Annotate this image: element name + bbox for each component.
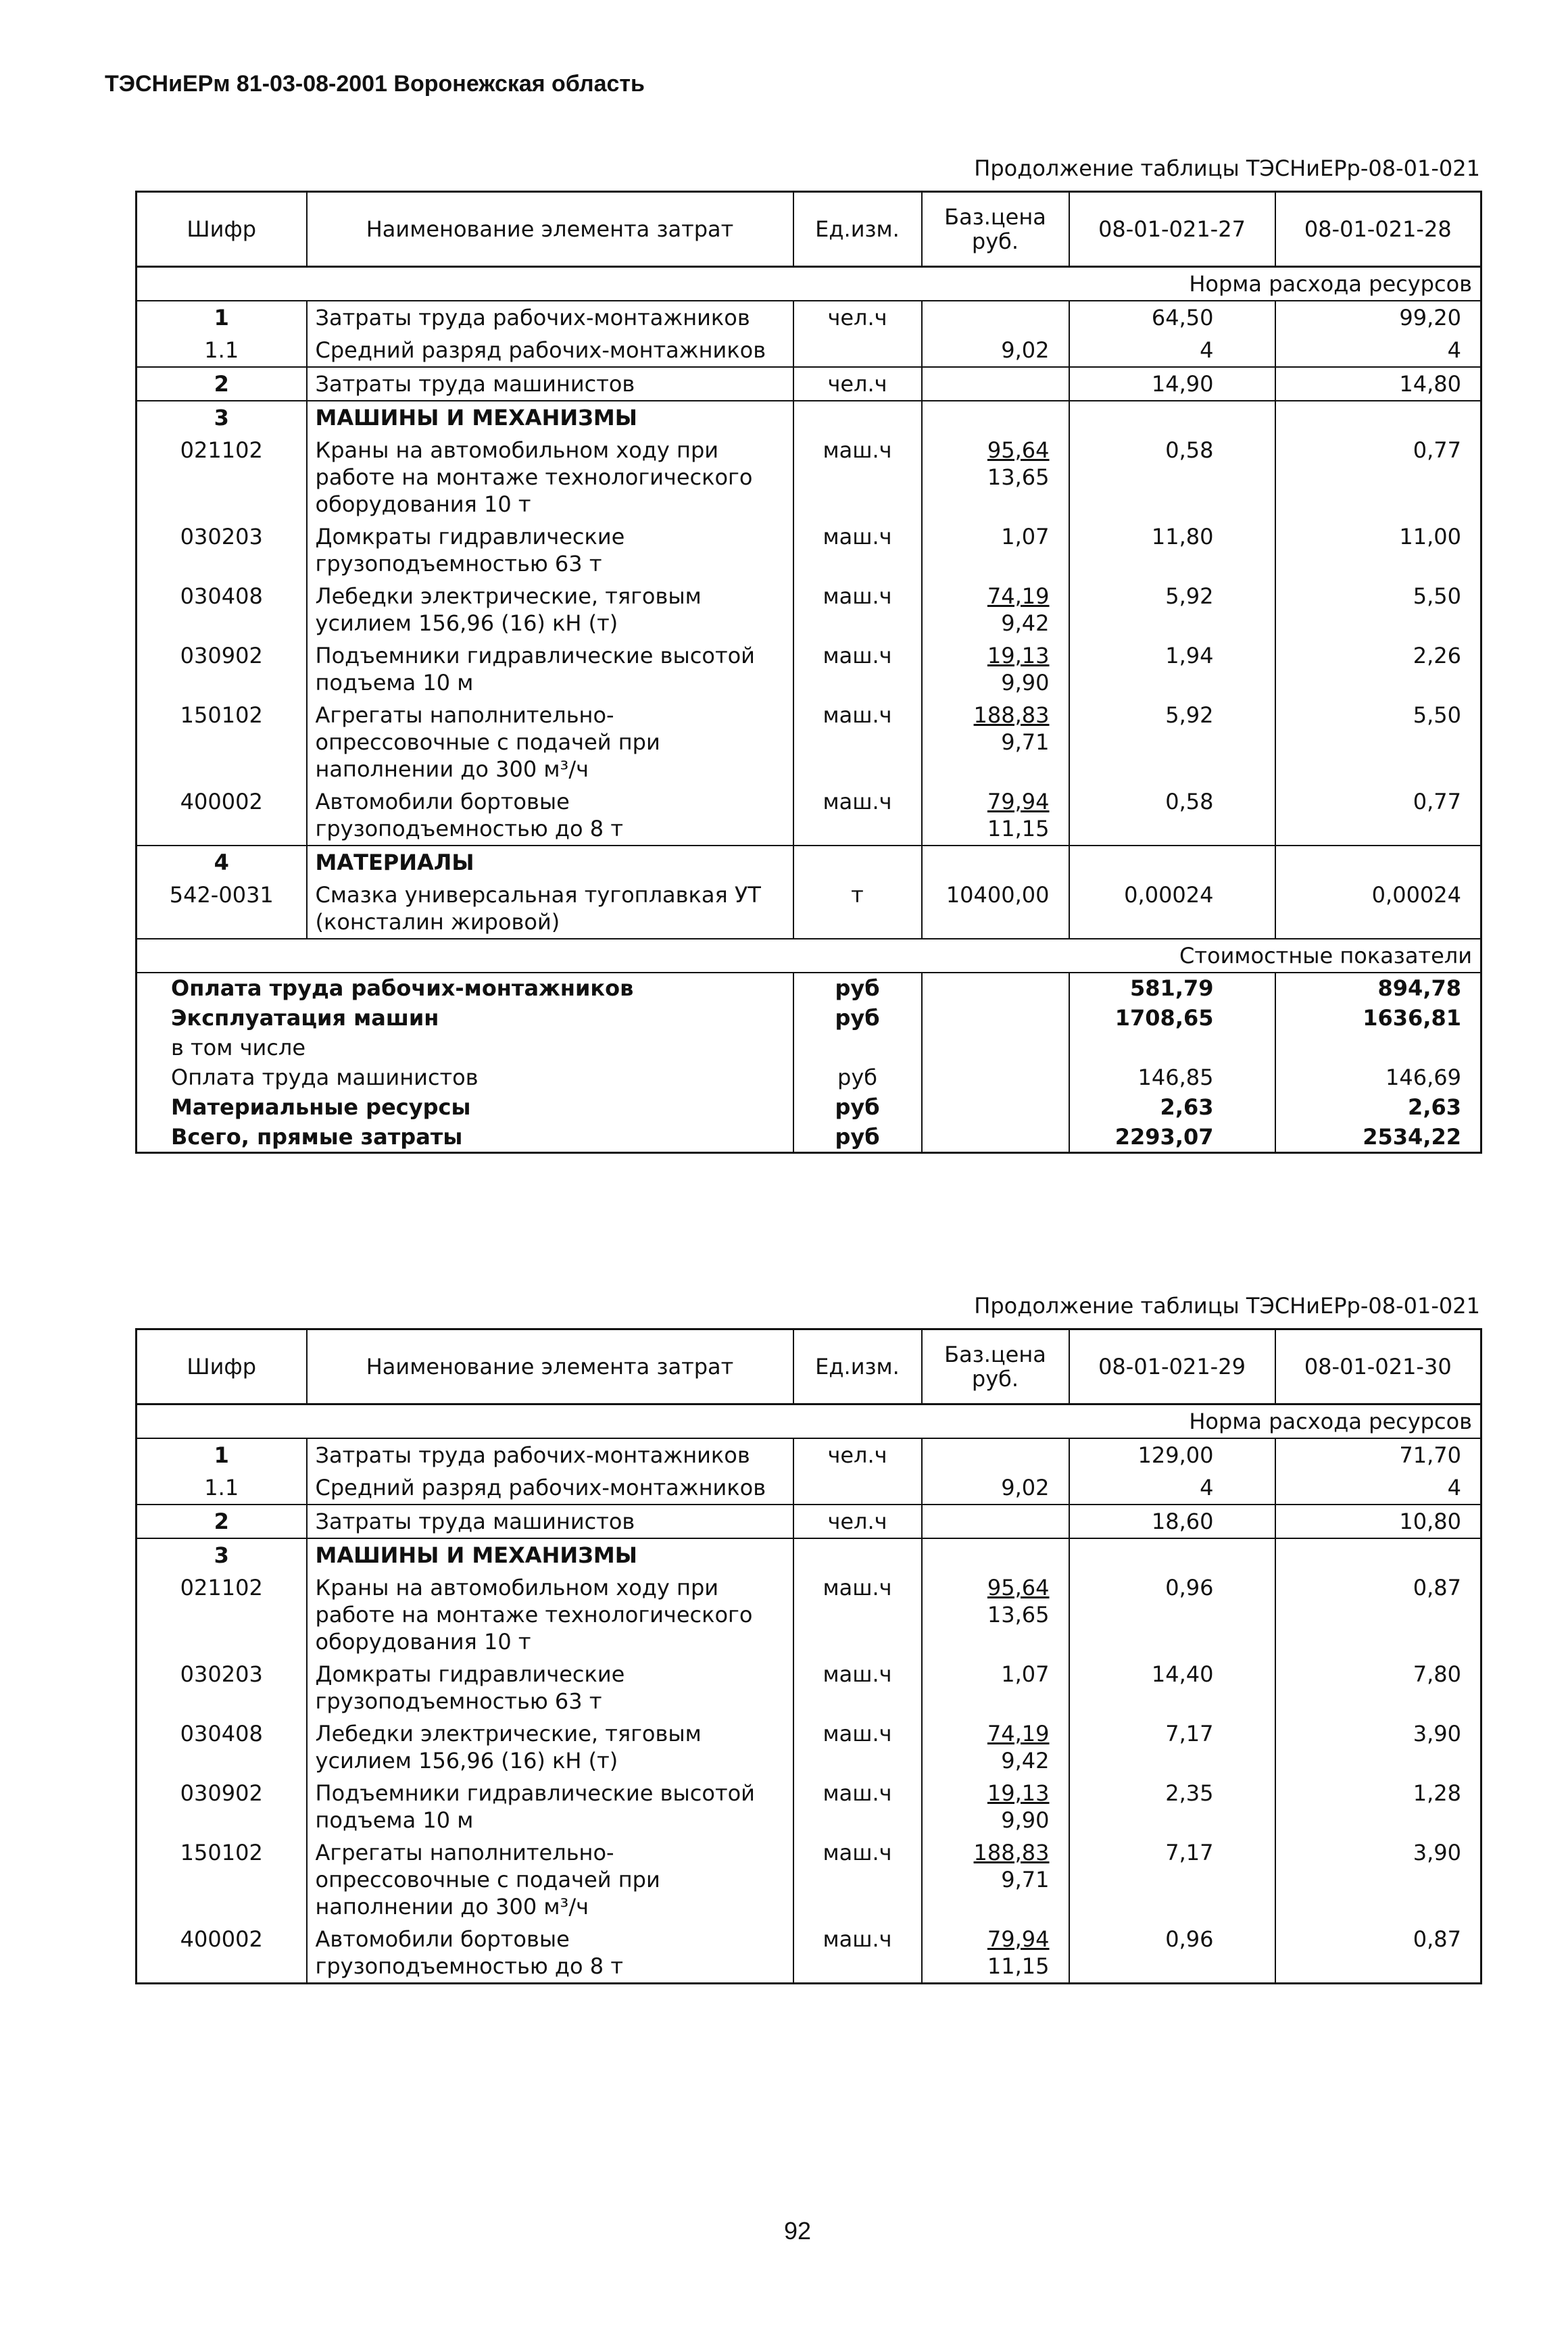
row-name: Агрегаты наполнительно-опрессовочные с подачей при наполнении до 300 м³/ч bbox=[307, 1836, 793, 1923]
row-price bbox=[922, 1717, 1069, 1777]
cost-value-2: 894,78 bbox=[1275, 973, 1481, 1003]
price-value: 79,94 bbox=[987, 1926, 1050, 1952]
row-code: 030902 bbox=[137, 1777, 307, 1836]
row-norm-1: 5,92 bbox=[1069, 580, 1275, 639]
row-name: Затраты труда машинистов bbox=[307, 1505, 793, 1538]
row-name: Подъемники гидравлические высотой подъема 10 м bbox=[307, 1777, 793, 1836]
table-row bbox=[137, 1505, 1481, 1538]
cost-value-1: 2,63 bbox=[1069, 1092, 1275, 1122]
table-row bbox=[137, 879, 1481, 939]
row-code: 030203 bbox=[137, 520, 307, 580]
row-unit: т bbox=[793, 879, 922, 939]
row-name: Подъемники гидравлические высотой подъема 10 м bbox=[307, 639, 793, 699]
row-price bbox=[922, 334, 1069, 367]
row-unit bbox=[793, 1471, 922, 1505]
cost-value-2: 2,63 bbox=[1275, 1092, 1481, 1122]
section-row-resources bbox=[137, 1404, 1481, 1439]
cost-unit: руб bbox=[793, 973, 922, 1003]
price-machinist-value: 9,42 bbox=[1001, 1748, 1050, 1774]
row-norm-2: 3,90 bbox=[1275, 1717, 1481, 1777]
cost-value-1: 146,85 bbox=[1069, 1062, 1275, 1092]
cost-price-empty bbox=[922, 1092, 1069, 1122]
section-row-resources bbox=[137, 267, 1481, 301]
cost-row bbox=[137, 973, 1481, 1003]
col-header-price: Баз.цена руб. bbox=[922, 1329, 1069, 1404]
table-caption: Продолжение таблицы ТЭСНиЕРр-08-01-021 bbox=[974, 1293, 1480, 1319]
row-norm-2: 3,90 bbox=[1275, 1836, 1481, 1923]
row-name: Автомобили бортовые грузоподъемностью до 8 т bbox=[307, 785, 793, 846]
cost-row bbox=[137, 1003, 1481, 1033]
row-unit: маш.ч bbox=[793, 1777, 922, 1836]
cost-name: Материальные ресурсы bbox=[137, 1092, 793, 1122]
price-value: 188,83 bbox=[973, 702, 1050, 728]
row-name: Автомобили бортовые грузоподъемностью до 8 т bbox=[307, 1923, 793, 1984]
table-row bbox=[137, 334, 1481, 367]
row-unit: маш.ч bbox=[793, 639, 922, 699]
row-norm-2: 1,28 bbox=[1275, 1777, 1481, 1836]
table-row bbox=[137, 401, 1481, 434]
row-price bbox=[922, 401, 1069, 434]
row-code: 2 bbox=[137, 367, 307, 401]
row-unit bbox=[793, 334, 922, 367]
col-header-unit: Ед.изм. bbox=[793, 1329, 922, 1404]
table-row bbox=[137, 520, 1481, 580]
price-machinist-value: 11,15 bbox=[987, 1953, 1050, 1979]
cost-value-1: 581,79 bbox=[1069, 973, 1275, 1003]
cost-name: Всего, прямые затраты bbox=[137, 1122, 793, 1153]
row-price bbox=[922, 639, 1069, 699]
col-header-name: Наименование элемента затрат bbox=[307, 192, 793, 267]
norms-table-1 bbox=[135, 155, 1480, 1154]
row-name: Лебедки электрические, тяговым усилием 156,96 (16) кН (т) bbox=[307, 1717, 793, 1777]
row-name: Затраты труда рабочих-монтажников bbox=[307, 301, 793, 334]
row-norm-1: 4 bbox=[1069, 1471, 1275, 1505]
row-price bbox=[922, 846, 1069, 879]
col-header-code: Шифр bbox=[137, 192, 307, 267]
row-norm-1: 2,35 bbox=[1069, 1777, 1275, 1836]
cost-value-2 bbox=[1275, 1033, 1481, 1062]
row-unit bbox=[793, 1538, 922, 1571]
row-norm-1 bbox=[1069, 1538, 1275, 1571]
row-unit: маш.ч bbox=[793, 1923, 922, 1984]
row-price bbox=[922, 1505, 1069, 1538]
row-norm-1 bbox=[1069, 846, 1275, 879]
page-number: 92 bbox=[784, 2217, 812, 2245]
table-row bbox=[137, 1836, 1481, 1923]
cost-price-empty bbox=[922, 1122, 1069, 1153]
cost-unit: руб bbox=[793, 1003, 922, 1033]
row-name: Затраты труда рабочих-монтажников bbox=[307, 1438, 793, 1471]
cost-name: Оплата труда рабочих-монтажников bbox=[137, 973, 793, 1003]
section-title: Стоимостные показатели bbox=[137, 939, 1481, 973]
row-price bbox=[922, 1777, 1069, 1836]
table-row bbox=[137, 1471, 1481, 1505]
row-norm-2 bbox=[1275, 1538, 1481, 1571]
row-price bbox=[922, 1471, 1069, 1505]
row-price bbox=[922, 301, 1069, 334]
cost-price-empty bbox=[922, 1033, 1069, 1062]
table-row bbox=[137, 639, 1481, 699]
price-value: 1,07 bbox=[1001, 524, 1050, 549]
row-norm-2: 14,80 bbox=[1275, 367, 1481, 401]
row-name: МАШИНЫ И МЕХАНИЗМЫ bbox=[307, 1538, 793, 1571]
row-code: 021102 bbox=[137, 1571, 307, 1658]
row-code: 021102 bbox=[137, 434, 307, 520]
row-code: 4 bbox=[137, 846, 307, 879]
cost-unit bbox=[793, 1033, 922, 1062]
cost-value-2: 2534,22 bbox=[1275, 1122, 1481, 1153]
row-norm-1: 14,90 bbox=[1069, 367, 1275, 401]
table-row bbox=[137, 1777, 1481, 1836]
cost-row bbox=[137, 1122, 1481, 1153]
row-unit: маш.ч bbox=[793, 434, 922, 520]
row-norm-1 bbox=[1069, 401, 1275, 434]
row-norm-1: 18,60 bbox=[1069, 1505, 1275, 1538]
row-price bbox=[922, 1658, 1069, 1717]
table-row bbox=[137, 1538, 1481, 1571]
table-row bbox=[137, 580, 1481, 639]
price-value: 74,19 bbox=[987, 1721, 1050, 1746]
row-name: Средний разряд рабочих-монтажников bbox=[307, 334, 793, 367]
row-name: МАШИНЫ И МЕХАНИЗМЫ bbox=[307, 401, 793, 434]
cost-value-1: 1708,65 bbox=[1069, 1003, 1275, 1033]
col-header-price: Баз.цена руб. bbox=[922, 192, 1069, 267]
price-value: 19,13 bbox=[987, 643, 1050, 668]
row-norm-2: 4 bbox=[1275, 334, 1481, 367]
row-price bbox=[922, 699, 1069, 785]
col-header-name: Наименование элемента затрат bbox=[307, 1329, 793, 1404]
row-code: 030408 bbox=[137, 580, 307, 639]
cost-name: Эксплуатация машин bbox=[137, 1003, 793, 1033]
col-header-norm-30: 08-01-021-30 bbox=[1275, 1329, 1481, 1404]
row-code: 030203 bbox=[137, 1658, 307, 1717]
table-row bbox=[137, 1717, 1481, 1777]
col-header-norm-27: 08-01-021-27 bbox=[1069, 192, 1275, 267]
table-row bbox=[137, 367, 1481, 401]
resource-table bbox=[135, 191, 1482, 1154]
row-name: Лебедки электрические, тяговым усилием 156,96 (16) кН (т) bbox=[307, 580, 793, 639]
row-name: Средний разряд рабочих-монтажников bbox=[307, 1471, 793, 1505]
table-row bbox=[137, 1658, 1481, 1717]
table-row bbox=[137, 785, 1481, 846]
row-name: Затраты труда машинистов bbox=[307, 367, 793, 401]
row-code: 1 bbox=[137, 1438, 307, 1471]
table-row bbox=[137, 301, 1481, 334]
price-machinist-value: 9,71 bbox=[1001, 1867, 1050, 1892]
row-norm-1: 4 bbox=[1069, 334, 1275, 367]
row-code: 030408 bbox=[137, 1717, 307, 1777]
row-code: 400002 bbox=[137, 785, 307, 846]
price-value: 9,02 bbox=[1001, 1475, 1050, 1500]
cost-value-2: 146,69 bbox=[1275, 1062, 1481, 1092]
row-norm-2: 99,20 bbox=[1275, 301, 1481, 334]
row-name: МАТЕРИАЛЫ bbox=[307, 846, 793, 879]
row-price bbox=[922, 580, 1069, 639]
price-machinist-value: 11,15 bbox=[987, 816, 1050, 841]
price-value: 95,64 bbox=[987, 1575, 1050, 1600]
row-norm-1: 7,17 bbox=[1069, 1836, 1275, 1923]
row-norm-1: 129,00 bbox=[1069, 1438, 1275, 1471]
cost-unit: руб bbox=[793, 1062, 922, 1092]
row-price bbox=[922, 1438, 1069, 1471]
row-norm-1: 5,92 bbox=[1069, 699, 1275, 785]
row-name: Краны на автомобильном ходу при работе на монтаже технологического оборудования 10 т bbox=[307, 1571, 793, 1658]
row-norm-2: 10,80 bbox=[1275, 1505, 1481, 1538]
price-machinist-value: 9,90 bbox=[1001, 1807, 1050, 1833]
row-price bbox=[922, 1538, 1069, 1571]
row-name: Домкраты гидравлические грузоподъемностью 63 т bbox=[307, 1658, 793, 1717]
row-code: 3 bbox=[137, 1538, 307, 1571]
row-unit bbox=[793, 401, 922, 434]
row-code: 542-0031 bbox=[137, 879, 307, 939]
row-unit: чел.ч bbox=[793, 1438, 922, 1471]
row-name: Краны на автомобильном ходу при работе на монтаже технологического оборудования 10 т bbox=[307, 434, 793, 520]
row-price bbox=[922, 1923, 1069, 1984]
row-norm-2: 0,77 bbox=[1275, 785, 1481, 846]
row-norm-1: 0,00024 bbox=[1069, 879, 1275, 939]
price-value: 9,02 bbox=[1001, 337, 1050, 363]
row-norm-2: 11,00 bbox=[1275, 520, 1481, 580]
document-header: ТЭСНиЕРм 81-03-08-2001 Воронежская область bbox=[105, 71, 645, 97]
row-unit: маш.ч bbox=[793, 699, 922, 785]
row-unit: чел.ч bbox=[793, 1505, 922, 1538]
cost-name: в том числе bbox=[137, 1033, 793, 1062]
price-machinist-value: 13,65 bbox=[987, 464, 1050, 490]
row-unit: маш.ч bbox=[793, 580, 922, 639]
table-row bbox=[137, 434, 1481, 520]
row-price bbox=[922, 520, 1069, 580]
cost-value-1 bbox=[1069, 1033, 1275, 1062]
row-price bbox=[922, 1836, 1069, 1923]
row-unit: чел.ч bbox=[793, 367, 922, 401]
row-norm-1: 0,58 bbox=[1069, 785, 1275, 846]
cost-value-1: 2293,07 bbox=[1069, 1122, 1275, 1153]
row-norm-1: 0,58 bbox=[1069, 434, 1275, 520]
row-norm-2: 0,00024 bbox=[1275, 879, 1481, 939]
row-price bbox=[922, 434, 1069, 520]
col-header-code: Шифр bbox=[137, 1329, 307, 1404]
table-header-row bbox=[137, 192, 1481, 267]
table-row bbox=[137, 1438, 1481, 1471]
cost-value-2: 1636,81 bbox=[1275, 1003, 1481, 1033]
row-norm-1: 7,17 bbox=[1069, 1717, 1275, 1777]
price-value: 95,64 bbox=[987, 437, 1050, 463]
row-norm-2: 71,70 bbox=[1275, 1438, 1481, 1471]
table-row bbox=[137, 1571, 1481, 1658]
row-code: 1 bbox=[137, 301, 307, 334]
price-value: 79,94 bbox=[987, 789, 1050, 814]
row-code: 3 bbox=[137, 401, 307, 434]
cost-price-empty bbox=[922, 973, 1069, 1003]
row-unit: маш.ч bbox=[793, 1658, 922, 1717]
row-code: 400002 bbox=[137, 1923, 307, 1984]
row-norm-1: 0,96 bbox=[1069, 1571, 1275, 1658]
row-code: 150102 bbox=[137, 699, 307, 785]
row-norm-2: 7,80 bbox=[1275, 1658, 1481, 1717]
row-norm-1: 64,50 bbox=[1069, 301, 1275, 334]
row-unit: маш.ч bbox=[793, 785, 922, 846]
price-value: 10400,00 bbox=[946, 882, 1050, 908]
price-value: 19,13 bbox=[987, 1780, 1050, 1806]
row-norm-2: 5,50 bbox=[1275, 580, 1481, 639]
price-machinist-value: 13,65 bbox=[987, 1602, 1050, 1628]
price-value: 74,19 bbox=[987, 583, 1050, 609]
col-header-unit: Ед.изм. bbox=[793, 192, 922, 267]
row-code: 1.1 bbox=[137, 1471, 307, 1505]
cost-name: Оплата труда машинистов bbox=[137, 1062, 793, 1092]
section-row-costs bbox=[137, 939, 1481, 973]
row-norm-2: 0,77 bbox=[1275, 434, 1481, 520]
row-name: Смазка универсальная тугоплавкая УТ (консталин жировой) bbox=[307, 879, 793, 939]
row-unit: чел.ч bbox=[793, 301, 922, 334]
row-price bbox=[922, 367, 1069, 401]
table-row bbox=[137, 846, 1481, 879]
row-norm-2: 4 bbox=[1275, 1471, 1481, 1505]
row-unit: маш.ч bbox=[793, 1836, 922, 1923]
row-code: 2 bbox=[137, 1505, 307, 1538]
row-unit bbox=[793, 846, 922, 879]
price-value: 188,83 bbox=[973, 1840, 1050, 1865]
row-norm-2: 5,50 bbox=[1275, 699, 1481, 785]
row-price bbox=[922, 879, 1069, 939]
row-norm-2 bbox=[1275, 401, 1481, 434]
price-machinist-value: 9,90 bbox=[1001, 670, 1050, 695]
row-price bbox=[922, 1571, 1069, 1658]
section-title: Норма расхода ресурсов bbox=[137, 1404, 1481, 1439]
norms-table-2 bbox=[135, 1293, 1480, 1984]
section-title: Норма расхода ресурсов bbox=[137, 267, 1481, 301]
row-code: 030902 bbox=[137, 639, 307, 699]
row-norm-1: 11,80 bbox=[1069, 520, 1275, 580]
price-machinist-value: 9,42 bbox=[1001, 610, 1050, 636]
table-caption: Продолжение таблицы ТЭСНиЕРр-08-01-021 bbox=[974, 155, 1480, 181]
cost-row bbox=[137, 1092, 1481, 1122]
row-norm-1: 14,40 bbox=[1069, 1658, 1275, 1717]
cost-price-empty bbox=[922, 1003, 1069, 1033]
row-unit: маш.ч bbox=[793, 520, 922, 580]
col-header-norm-29: 08-01-021-29 bbox=[1069, 1329, 1275, 1404]
row-norm-2: 0,87 bbox=[1275, 1571, 1481, 1658]
row-name: Домкраты гидравлические грузоподъемностью 63 т bbox=[307, 520, 793, 580]
row-norm-2: 2,26 bbox=[1275, 639, 1481, 699]
price-machinist-value: 9,71 bbox=[1001, 729, 1050, 755]
row-norm-2: 0,87 bbox=[1275, 1923, 1481, 1984]
table-row bbox=[137, 699, 1481, 785]
row-name: Агрегаты наполнительно-опрессовочные с подачей при наполнении до 300 м³/ч bbox=[307, 699, 793, 785]
cost-unit: руб bbox=[793, 1092, 922, 1122]
row-price bbox=[922, 785, 1069, 846]
row-code: 150102 bbox=[137, 1836, 307, 1923]
cost-row bbox=[137, 1062, 1481, 1092]
resource-table bbox=[135, 1328, 1482, 1984]
row-code: 1.1 bbox=[137, 334, 307, 367]
table-row bbox=[137, 1923, 1481, 1984]
cost-unit: руб bbox=[793, 1122, 922, 1153]
col-header-norm-28: 08-01-021-28 bbox=[1275, 192, 1481, 267]
row-unit: маш.ч bbox=[793, 1717, 922, 1777]
row-unit: маш.ч bbox=[793, 1571, 922, 1658]
row-norm-2 bbox=[1275, 846, 1481, 879]
cost-price-empty bbox=[922, 1062, 1069, 1092]
table-header-row bbox=[137, 1329, 1481, 1404]
row-norm-1: 1,94 bbox=[1069, 639, 1275, 699]
cost-row bbox=[137, 1033, 1481, 1062]
row-norm-1: 0,96 bbox=[1069, 1923, 1275, 1984]
price-value: 1,07 bbox=[1001, 1661, 1050, 1687]
